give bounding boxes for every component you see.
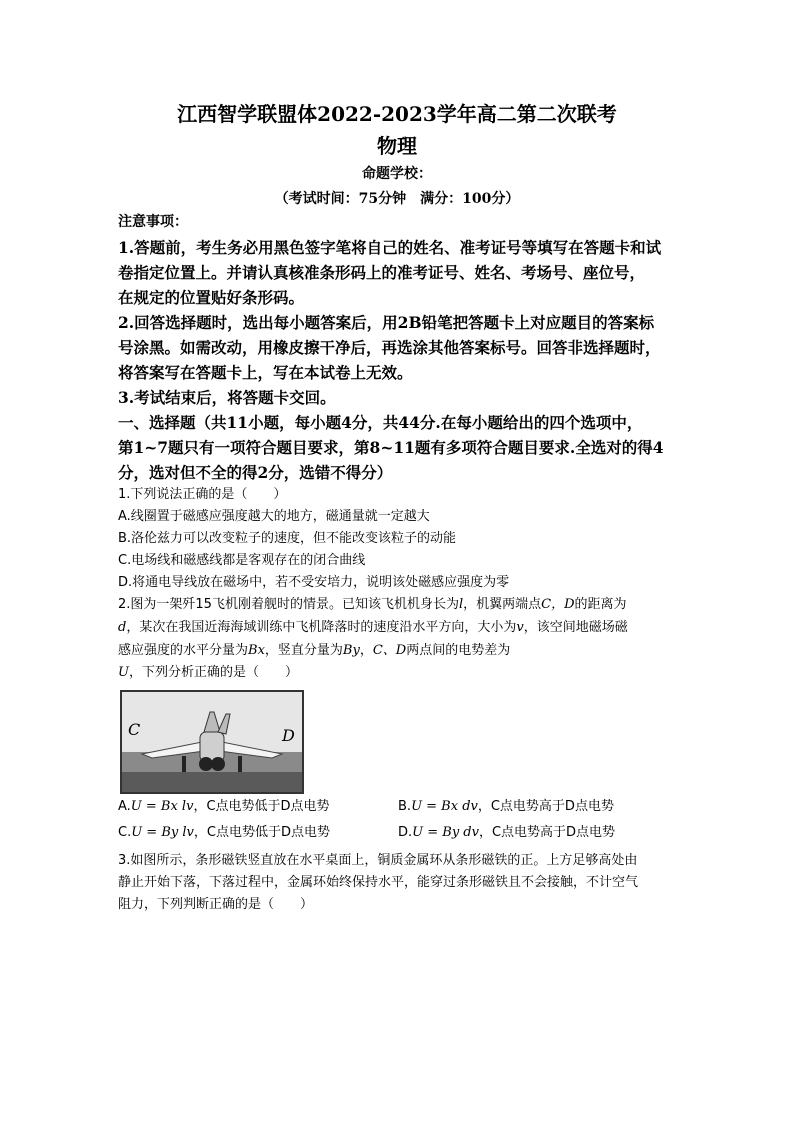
q2-stem-line-2: [118, 617, 688, 639]
option-letter: B.: [398, 799, 412, 814]
q2-option-a: [118, 796, 330, 818]
notice-block: [118, 210, 690, 485]
q1-option-a: A.线圈置于磁感应强度越大的地方，磁通量就一定越大: [118, 509, 430, 524]
notice-line: 卷指定位置上。并请认真核准条形码上的准考证号、姓名、考场号、座位号，: [118, 263, 646, 282]
text: 两点间的电势差为: [406, 643, 511, 658]
text: ，机翼两端点: [463, 597, 542, 612]
option-letter: C.: [118, 825, 132, 840]
option-text: ，C点电势高于D点电势: [478, 825, 616, 840]
text: ，下列分析正确的是（ ）: [128, 665, 298, 680]
jet-figure: [120, 690, 304, 794]
symbol-v: v: [516, 620, 524, 635]
symbol-cd2: C、D: [372, 643, 407, 658]
option-formula: U = Bx lv: [130, 799, 194, 814]
q2-option-b: [398, 796, 614, 818]
exam-info: （考试时间：75分钟 满分：100分）: [274, 191, 520, 207]
symbol-u: U: [118, 665, 129, 680]
notice-line: 号涂黑。如需改动，用橡皮擦干净后，再选涂其他答案标号。回答非选择题时，: [118, 338, 661, 357]
text: 2.图为一架歼15飞机刚着舰时的情景。已知该飞机机身长为: [118, 597, 459, 612]
jet-illustration: [122, 692, 302, 792]
section-heading-line: 一、选择题（共11小题，每小题4分，共44分.在每小题给出的四个选项中，: [118, 413, 643, 432]
notice-line: 将答案写在答题卡上，写在本试卷上无效。: [118, 363, 413, 382]
text: ，竖直分量为: [264, 643, 343, 658]
q1-option-b: B.洛伦兹力可以改变粒子的速度，但不能改变该粒子的动能: [118, 531, 457, 546]
text: 感应强度的水平分量为: [118, 643, 249, 658]
text: 的距离为: [574, 597, 627, 612]
section-heading-line: 第1~7题只有一项符合题目要求，第8~11题有多项符合题目要求.全选对的得4: [118, 438, 664, 457]
option-letter: A.: [118, 799, 131, 814]
figure-label-d: D: [282, 726, 295, 745]
q2-stem-line-1: [118, 594, 688, 616]
school-line: 命题学校：: [362, 166, 432, 182]
notice-line: 3.考试结束后，将答题卡交回。: [118, 388, 336, 407]
notice-line: 2.回答选择题时，选出每小题答案后，用2B铅笔把答题卡上对应题目的答案标: [118, 313, 655, 332]
text: ，该空间地磁场磁: [523, 620, 628, 635]
figure-label-c: C: [128, 720, 141, 739]
exam-title: 江西智学联盟体2022-2023学年高二第二次联考: [177, 102, 617, 126]
option-formula: U = Bx dv: [411, 799, 478, 814]
option-formula: U = By dv: [412, 825, 479, 840]
symbol-by: By: [342, 643, 360, 658]
notice-line: 在规定的位置贴好条形码。: [118, 288, 305, 307]
q3-line: 阻力，下列判断正确的是（ ）: [118, 897, 314, 912]
q1-stem: 1.下列说法正确的是（ ）: [118, 487, 287, 502]
q2-stem-line-3: [118, 640, 690, 684]
option-formula: U = By lv: [131, 825, 194, 840]
symbol-bx: Bx: [248, 643, 265, 658]
notice-heading: 注意事项：: [118, 214, 188, 230]
q3-line: 静止开始下落，下落过程中，金属环始终保持水平，能穿过条形磁铁且不会接触，不计空气: [118, 875, 639, 890]
symbol-d: d: [118, 620, 127, 635]
q1-option-c: C.电场线和磁感线都是客观存在的闭合曲线: [118, 553, 366, 568]
option-text: ，C点电势高于D点电势: [477, 799, 614, 814]
option-text: ，C点电势低于D点电势: [193, 825, 330, 840]
q2-option-d: [398, 822, 615, 844]
option-letter: D.: [398, 825, 413, 840]
q1-option-d: D.将通电导线放在磁场中，若不受安培力，说明该处磁感应强度为零: [118, 575, 510, 590]
symbol-l: l: [458, 597, 464, 612]
text: ，某次在我国近海海域训练中飞机降落时的速度沿水平方向，大小为: [126, 620, 517, 635]
option-text: ，C点电势低于D点电势: [193, 799, 330, 814]
text: ，: [359, 643, 373, 658]
section-heading-line: 分，选对但不全的得2分，选错不得分）: [118, 463, 393, 482]
q2-option-c: [118, 822, 330, 844]
notice-line: 1.答题前，考生务必用黑色签字笔将自己的姓名、准考证号等填写在答题卡和试: [118, 238, 662, 257]
q3-line: 3.如图所示，条形磁铁竖直放在水平桌面上，铜质金属环从条形磁铁的正。上方足够高处由: [118, 853, 638, 868]
subject-title: 物理: [377, 134, 417, 158]
symbol-cd: C，D: [541, 597, 575, 612]
